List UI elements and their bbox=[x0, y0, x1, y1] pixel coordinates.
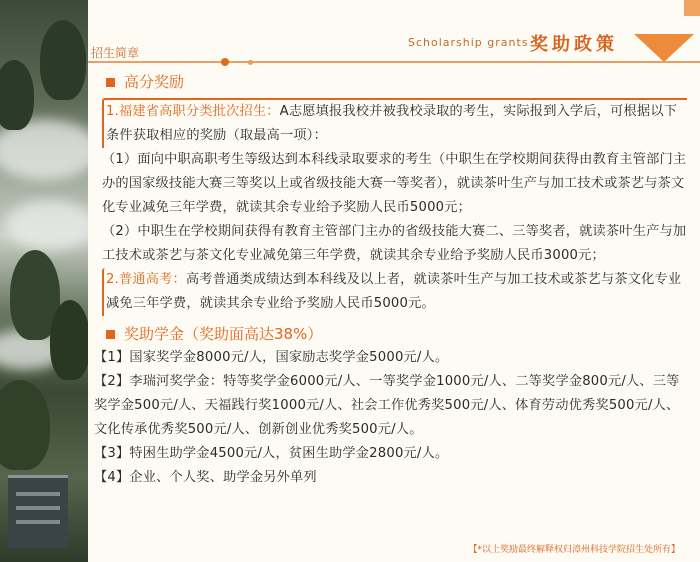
label-classified-admission: 1.福建省高职分类批次招生： bbox=[106, 104, 280, 119]
title-english: Scholarship grants bbox=[408, 36, 529, 49]
paragraph-classified-admission: 1.福建省高职分类批次招生：A志愿填报我校并被我校录取的考生，实际报到入学后，可根据以下条件获取相应的奖励（取最高一项）： bbox=[102, 98, 687, 148]
paragraph-gaokao: 2.普通高考：高考普通类成绩达到本科线及以上者，就读茶叶生产与加工技术或茶艺与茶文化专业减免三年学费，就读其余专业给予奖励人民币5000元。 bbox=[102, 268, 687, 316]
grants-heading: 奖助学金（奖助面高达38%） bbox=[102, 322, 687, 346]
bullet-square bbox=[106, 78, 115, 87]
label-gaokao: 2.普通高考： bbox=[106, 272, 186, 287]
divider-dot bbox=[221, 58, 229, 66]
corner-accent bbox=[684, 0, 700, 16]
triangle-decoration bbox=[634, 34, 694, 62]
main-content bbox=[94, 70, 687, 490]
campus-building bbox=[8, 475, 68, 548]
grant-item-1: 【1】国家奖学金8000元/人，国家励志奖学金5000元/人。 bbox=[94, 350, 449, 365]
paragraph-item-1: （1）面向中职高职考生等级达到本科线录取要求的考生（中职生在学校期间获得由教育主管部门主办的国家级技能大赛三等奖以上或省级技能大赛一等奖者），就读茶叶生产与加工技术或茶艺与茶文化专业减免三年学费，就读其余专业给予奖励人民币5000元； bbox=[102, 152, 687, 215]
title-chinese: 奖助政策 bbox=[530, 34, 618, 55]
high-score-heading: 高分奖励 bbox=[102, 70, 687, 94]
forest-photo-strip bbox=[0, 0, 88, 562]
section-label: 招生简章 bbox=[91, 46, 140, 60]
grant-item-2: 【2】李瑞河奖学金：特等奖学金6000元/人、一等奖学金1000元/人、二等奖学金800元/人、三等奖学金500元/人、天福践行奖1000元/人、社会工作优秀奖500元/人、体育劳动优秀奖500元/人、 文化传承优秀奖500元/人、创新创业优秀奖500元/人。 bbox=[94, 374, 680, 437]
divider-dot-small bbox=[248, 60, 253, 65]
header-divider bbox=[88, 61, 700, 63]
bullet-square bbox=[106, 330, 115, 339]
grant-item-4: 【4】企业、个人奖、助学金另外单列 bbox=[94, 470, 317, 485]
footnote: 【*以上奖励最终解释权归漳州科技学院招生处所有】 bbox=[468, 545, 680, 555]
grant-item-3: 【3】特困生助学金4500元/人，贫困生助学金2800元/人。 bbox=[94, 446, 449, 461]
high-score-block bbox=[102, 98, 687, 316]
grants-list bbox=[94, 346, 687, 490]
paragraph-item-2: （2）中职生在学校期间获得有教育主管部门主办的省级技能大赛二、三等奖者，就读茶叶生产与加工技术或茶艺与茶文化专业减免第三年学费，就读其余专业给予奖励人民币3000元； bbox=[102, 224, 687, 263]
